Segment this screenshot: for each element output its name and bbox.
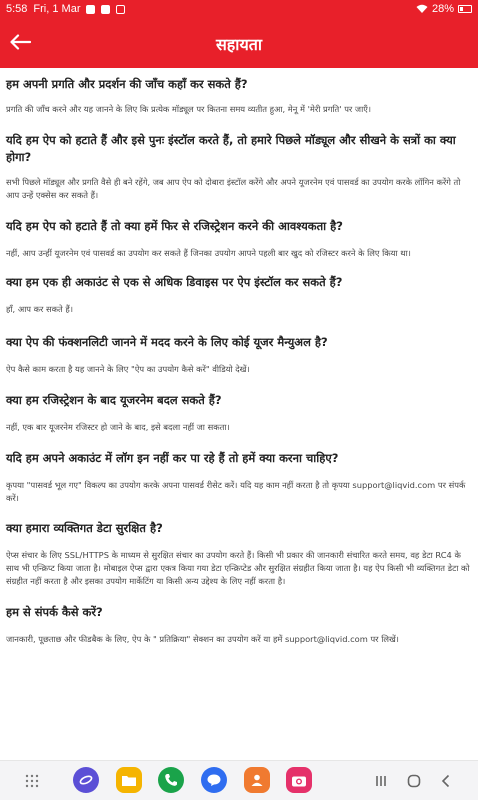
faq-answer: प्रगति की जाँच करने और यह जानने के लिए कि प्रत्येक मॉड्यूल पर कितना समय व्यतीत हुआ, मेनू में 'मेरी प्रगति' पर जाएँ। [6, 104, 371, 114]
faq-question: हम से संपर्क कैसे करें? [6, 605, 103, 619]
faq-item [6, 520, 470, 588]
faq-answer: सभी पिछले मॉड्यूल और प्रगति वैसे ही बने रहेंगे, जब आप ऐप को दोबारा इंस्टॉल करेंगे और अपने यूजरनेम एवं पासवर्ड का उपयोग करके लॉगिन करेंगे तो आप उन्हें एक्सेस कर सकते हैं। [6, 177, 461, 200]
app-bar [0, 20, 478, 68]
wifi-icon [416, 4, 428, 14]
navigation-bar [0, 760, 478, 800]
email-notification-icon [101, 5, 110, 14]
faq-question: हम अपनी प्रगति और प्रदर्शन की जाँच कहाँ कर सकते हैं? [6, 77, 248, 91]
faq-question: यदि हम अपने अकाउंट में लॉग इन नहीं कर पा रहे हैं तो हमें क्या करना चाहिए? [6, 451, 339, 465]
phone-icon[interactable] [158, 767, 184, 793]
faq-answer: नहीं, एक बार यूजरनेम रजिस्टर हो जाने के बाद, इसे बदला नहीं जा सकता। [6, 422, 230, 432]
camera-icon[interactable] [286, 767, 312, 793]
status-date: Fri, 1 Mar [33, 3, 81, 15]
faq-question: क्या हम रजिस्ट्रेशन के बाद यूजरनेम बदल सकते हैं? [6, 393, 222, 407]
battery-percent: 28% [431, 3, 454, 15]
faq-list[interactable] [0, 68, 478, 760]
faq-question: क्या हम एक ही अकाउंट से एक से अधिक डिवाइस पर ऐप इंस्टॉल कर सकते हैं? [6, 275, 343, 289]
faq-item [6, 392, 470, 434]
faq-answer: हाँ, आप कर सकते हैं। [6, 304, 73, 314]
recents-icon[interactable] [371, 771, 391, 791]
app-drawer-icon[interactable] [22, 771, 42, 791]
battery-icon [458, 5, 472, 13]
faq-question: यदि हम ऐप को हटाते हैं और इसे पुनः इंस्टॉल करते हैं, तो हमारे पिछले मॉड्यूल और सीखने के सत्रों का क्या होगा? [6, 133, 456, 164]
faq-answer: जानकारी, पूछताछ और फीडबैक के लिए, ऐप के " प्रतिक्रिया" सेक्शन का उपयोग करें या हमें support@liqvid.com पर लिखें। [6, 634, 399, 644]
faq-item [6, 76, 470, 116]
faq-item [6, 334, 470, 376]
faq-item [6, 274, 470, 316]
faq-item [6, 218, 470, 260]
my-files-icon[interactable] [116, 767, 142, 793]
home-icon[interactable] [404, 771, 424, 791]
faq-question: यदि हम ऐप को हटाते हैं तो क्या हमें फिर से रजिस्ट्रेशन करने की आवश्यकता है? [6, 219, 343, 233]
contacts-icon[interactable] [244, 767, 270, 793]
photo-notification-icon [116, 5, 125, 14]
faq-question: क्या हमारा व्यक्तिगत डेटा सुरक्षित है? [6, 521, 163, 535]
calendar-notification-icon [86, 5, 95, 14]
faq-answer: नहीं, आप उन्हीं यूजरनेम एवं पासवर्ड का उपयोग कर सकते हैं जिनका उपयोग आपने पहली बार खुद को रजिस्टर करने के लिए किया था। [6, 248, 411, 258]
faq-question: क्या ऐप की फंक्शनलिटी जानने में मदद करने के लिए कोई यूजर मैन्युअल है? [6, 335, 328, 349]
status-time: 5:58 [6, 3, 28, 15]
messages-icon[interactable] [201, 767, 227, 793]
faq-answer: कृपया "पासवर्ड भूल गए" विकल्प का उपयोग करके अपना पासवर्ड रीसेट करें। यदि यह काम नहीं करता है तो कृपया support@liqvid.com पर संपर्क करें। [6, 480, 466, 503]
back-icon[interactable] [436, 771, 456, 791]
faq-item [6, 132, 470, 202]
faq-answer: ऐप्स संचार के लिए SSL/HTTPS के माध्यम से सुरक्षित संचार का उपयोग करते हैं। किसी भी प्रकार की जानकारी संचारित करते समय, वह डेटा RC4 के साथ भी एन्क्रिप्ट किया जाता है। मोबाइल ऐप्स द्वारा एकत्र किया गया डेटा एन्क्रिप्टेड और सुरक्षित संग्रहीत किया जाता है। यह ऐप किसी भी व्यक्तिगत डेटा को संग्रहीत नहीं करता है और इसका उपयोग मार्केटिंग या किसी अन्य उद्देश्य के लिए नहीं करता है। [6, 550, 470, 586]
faq-item [6, 604, 470, 646]
faq-answer: ऐप कैसे काम करता है यह जानने के लिए "ऐप का उपयोग कैसे करें" वीडियो देखें। [6, 364, 250, 374]
faq-item [6, 450, 470, 505]
page-title: सहायता [215, 35, 262, 54]
internet-browser-icon[interactable] [73, 767, 99, 793]
status-bar [0, 0, 478, 20]
